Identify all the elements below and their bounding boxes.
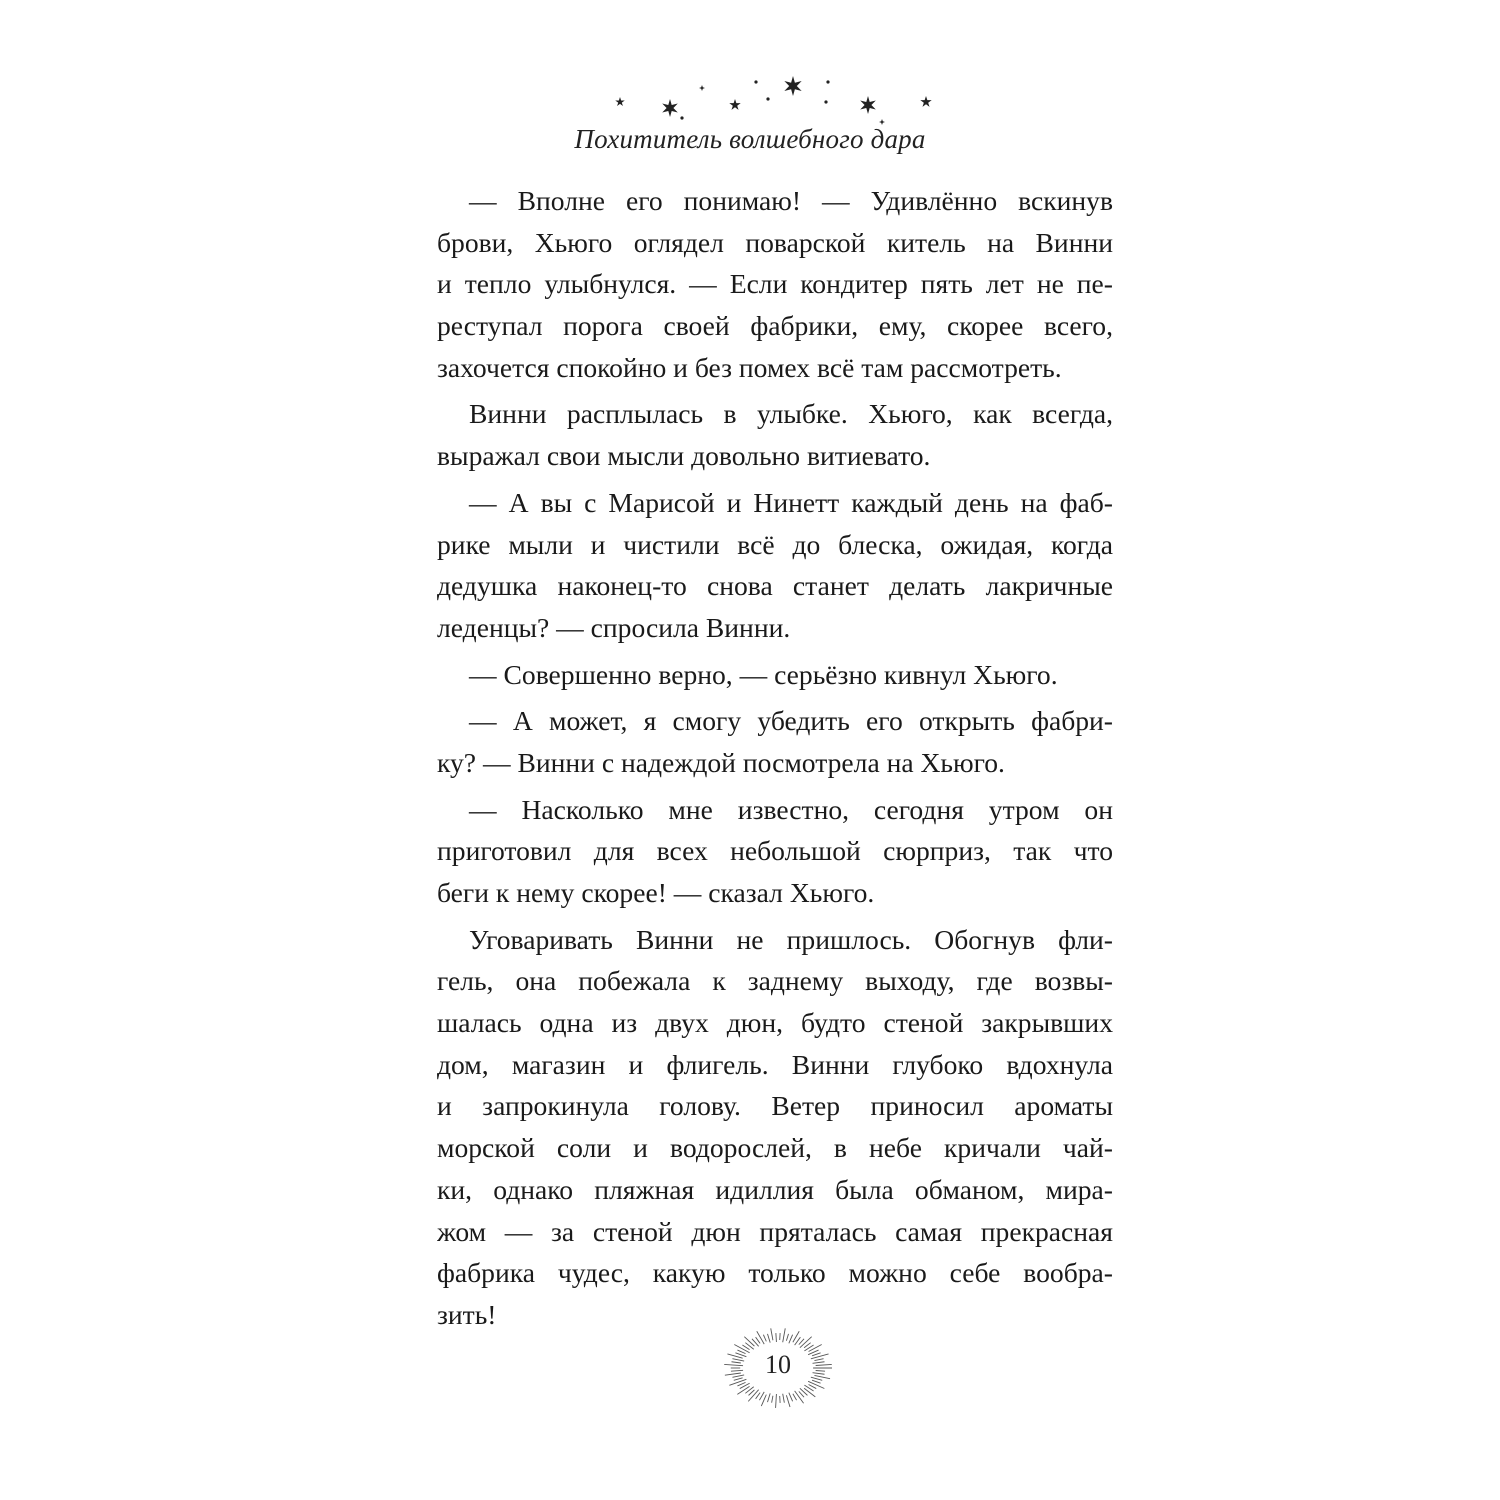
sunburst-ray	[776, 1394, 777, 1408]
sunburst-ray	[748, 1390, 758, 1402]
text-line: фабрика чудес, какую только можно себе вообра-	[437, 1257, 1113, 1289]
sunburst-ray	[799, 1339, 804, 1345]
text-line: рике мыли и чистили всё до блеска, ожидая, когда	[437, 528, 1113, 560]
text-line: гель, она побежала к заднему выходу, где возвы-	[437, 965, 1113, 997]
sunburst-ray	[809, 1384, 817, 1388]
text-line: — Насколько мне известно, сегодня утром он	[469, 793, 1113, 825]
text-line: и тепло улыбнулся. — Если кондитер пять лет не пе-	[437, 268, 1113, 300]
star-icon	[662, 99, 678, 117]
sunburst-ray	[757, 1331, 764, 1344]
sunburst-ray	[737, 1382, 745, 1386]
text-line: жом — за стеной дюн пряталась самая прекрасная	[437, 1215, 1113, 1247]
star-dot-icon	[824, 100, 827, 103]
sunburst-ray	[772, 1396, 773, 1403]
star-icon	[920, 96, 931, 107]
text-line: выражал свои мысли довольно витиевато.	[437, 440, 931, 472]
text-line: морской соли и водорослей, в небе кричали чай-	[437, 1132, 1113, 1164]
page-number: 10	[765, 1350, 791, 1379]
folio	[718, 1328, 838, 1408]
sunburst-ray	[767, 1393, 770, 1402]
sunburst-ray	[763, 1335, 766, 1342]
sunburst-ray	[808, 1381, 824, 1388]
text-line: — А вы с Марисой и Нинетт каждый день на фаб-	[469, 486, 1113, 518]
body-text	[437, 180, 1113, 1336]
sunburst-ray	[729, 1379, 746, 1385]
sunburst-ray	[793, 1394, 797, 1400]
text-line: реступал порога своей фабрики, ему, скорее всего,	[437, 310, 1113, 342]
text-line: ки, однако пляжная идиллия была обманом, мира-	[437, 1173, 1113, 1205]
star-icon	[615, 97, 625, 106]
star-dot-icon	[766, 97, 769, 100]
sunburst-ray	[756, 1337, 760, 1343]
text-line: Винни расплылась в улыбке. Хьюго, как всегда,	[469, 398, 1113, 430]
star-icon	[729, 99, 740, 110]
sunburst-ray	[737, 1386, 749, 1394]
star-icon	[699, 85, 705, 91]
sunburst-ray	[799, 1391, 804, 1397]
star-dot-icon	[680, 116, 683, 119]
sunburst-ray	[744, 1337, 754, 1346]
text-line: захочется спокойно и без помех всё там рассмотреть.	[437, 351, 1062, 383]
star-dot-icon	[826, 80, 829, 83]
text-line: брови, Хьюго оглядел поварской китель на Винни	[437, 226, 1113, 258]
text-line: и запрокинула голову. Ветер приносил ароматы	[437, 1090, 1113, 1122]
text-line: ку? — Винни с надеждой посмотрела на Хьюго.	[437, 746, 1005, 778]
sunburst-ray	[756, 1393, 760, 1399]
sunburst-ray	[789, 1393, 793, 1402]
text-line: дедушка наконец-то снова станет делать лакричные	[437, 570, 1113, 602]
text-line: дом, магазин и флигель. Винни глубоко вдохнула	[437, 1048, 1113, 1080]
text-line: Уговаривать Винни не пришлось. Обогнув фли-	[469, 923, 1113, 955]
text-line: зить!	[437, 1298, 497, 1330]
sunburst-ray	[789, 1335, 793, 1344]
text-line: беги к нему скорее! — сказал Хьюго.	[437, 877, 875, 908]
star-icon	[860, 96, 876, 114]
text-line: — А может, я смогу убедить его открыть фабри-	[469, 705, 1113, 737]
sunburst-ray	[771, 1328, 773, 1340]
stars-ornament-icon	[590, 70, 950, 130]
sunburst-ray	[795, 1391, 804, 1403]
text-line: — Вполне его понимаю! — Удивлённо вскинув	[469, 185, 1113, 216]
sunburst-ray	[745, 1387, 753, 1394]
text-line: леденцы? — спросила Винни.	[437, 611, 791, 643]
running-head: Похититель волшебного дара	[574, 124, 926, 154]
sunburst-ray	[786, 1395, 790, 1407]
sunburst-ray	[812, 1380, 821, 1383]
text-line: шалась одна из двух дюн, будто стеной закрывших	[437, 1007, 1113, 1039]
sunburst-ray	[786, 1334, 788, 1341]
text-line: приготовил для всех небольшой сюрприз, так что	[437, 835, 1113, 867]
star-dot-icon	[754, 80, 757, 83]
sunburst-ray	[804, 1388, 815, 1397]
sunburst-ray	[776, 1333, 777, 1342]
sunburst-ray	[745, 1343, 753, 1350]
text-line: — Совершенно верно, — серьёзно кивнул Хьюго.	[469, 658, 1058, 690]
sunburst-ray	[783, 1394, 785, 1403]
sunburst-ray	[749, 1390, 755, 1395]
sunburst-ray	[783, 1328, 786, 1342]
star-icon	[784, 76, 801, 96]
sunburst-ray	[767, 1334, 770, 1343]
